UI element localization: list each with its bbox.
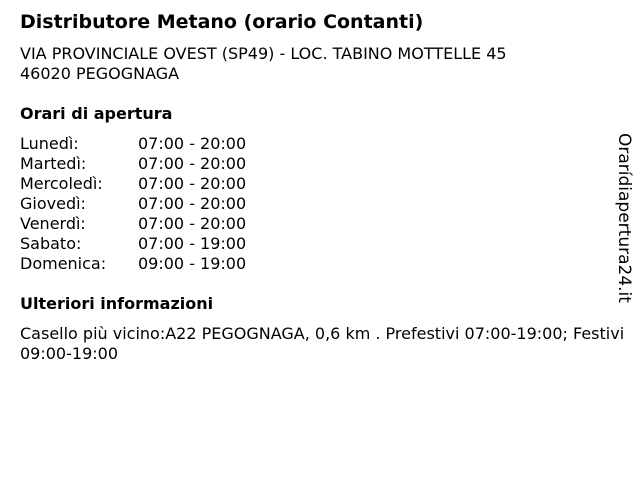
hours-value: 09:00 - 19:00 (138, 254, 247, 273)
hours-value: 07:00 - 20:00 (138, 194, 247, 213)
address-city: 46020 PEGOGNAGA (20, 64, 180, 83)
hours-row-sunday (20, 254, 246, 274)
hours-row-friday (20, 214, 246, 234)
hours-value: 07:00 - 20:00 (138, 214, 247, 233)
address-street: VIA PROVINCIALE OVEST (SP49) - LOC. TABINO MOTTELLE 45 (20, 44, 507, 63)
opening-hours-heading: Orari di apertura (20, 104, 173, 123)
hours-row-thursday (20, 194, 246, 214)
day-name: Venerdì: (20, 214, 86, 233)
additional-info-text: Casello più vicino:A22 PEGOGNAGA, 0,6 km . Prefestivi 07:00-19:00; Festivi 09:00-19:00 (20, 324, 625, 363)
hours-row-monday (20, 134, 246, 154)
hours-value: 07:00 - 19:00 (138, 234, 247, 253)
day-name: Domenica: (20, 254, 107, 273)
day-name: Mercoledì: (20, 174, 103, 193)
hours-value: 07:00 - 20:00 (138, 174, 247, 193)
address (20, 44, 507, 84)
day-name: Lunedì: (20, 134, 79, 153)
hours-value: 07:00 - 20:00 (138, 134, 247, 153)
hours-value: 07:00 - 20:00 (138, 154, 247, 173)
hours-row-wednesday (20, 174, 246, 194)
additional-info-heading: Ulteriori informazioni (20, 294, 214, 313)
hours-row-tuesday (20, 154, 246, 174)
hours-row-saturday (20, 234, 246, 254)
day-name: Sabato: (20, 234, 82, 253)
site-watermark: Orarídiapertura24.it (614, 133, 634, 303)
day-name: Giovedì: (20, 194, 86, 213)
page-title: Distributore Metano (orario Contanti) (20, 11, 424, 33)
day-name: Martedì: (20, 154, 87, 173)
opening-hours-table (20, 134, 246, 274)
